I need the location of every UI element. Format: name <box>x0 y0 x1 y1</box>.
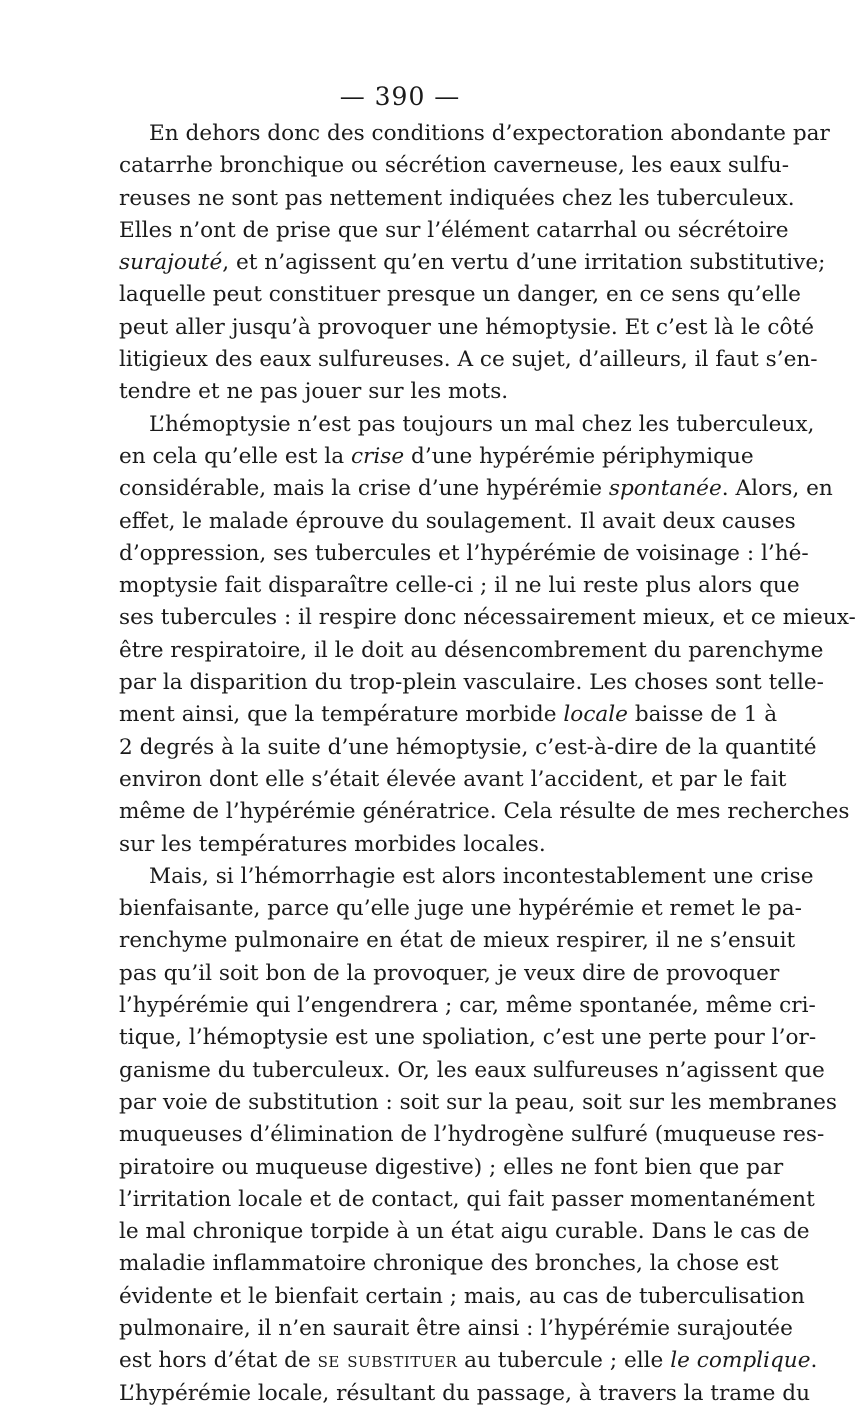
text-run: en cela qu’elle est la <box>119 443 351 469</box>
text-run: piratoire ou muqueuse digestive) ; elles ne font bien que par <box>119 1154 784 1180</box>
text-run: baisse de 1 à <box>627 702 778 728</box>
text-run: ses tubercules : il respire donc nécessairement mieux, et ce mieux- <box>119 605 856 631</box>
text-line <box>119 279 801 311</box>
text-line <box>119 376 681 408</box>
text-line <box>119 1345 818 1377</box>
text-line <box>119 829 681 861</box>
text-line <box>119 1055 825 1087</box>
text-line <box>119 473 833 505</box>
text-run: peut aller jusqu’à provoquer une hémoptysie. Et c’est là le côté <box>119 314 814 340</box>
text-run: L’hémoptysie n’est pas toujours un mal chez les tuberculeux, <box>149 411 815 437</box>
text-run: litigieux des eaux sulfureuses. A ce sujet, d’ailleurs, il faut s’en- <box>119 347 818 373</box>
text-line <box>119 118 830 150</box>
text-run: L’hypérémie locale, résultant du passage, à travers la trame du <box>119 1380 811 1406</box>
text-line <box>119 699 778 731</box>
text-line <box>119 958 780 990</box>
text-line <box>119 344 818 376</box>
text-run: Mais, si l’hémorrhagie est alors incontestablement une crise <box>149 863 814 889</box>
text-line <box>119 635 824 667</box>
text-run: tendre et ne pas jouer sur les mots. <box>119 379 509 405</box>
text-run: d’oppression, ses tubercules et l’hypérémie de voisinage : l’hé- <box>119 540 809 566</box>
text-run: catarrhe bronchique ou sécrétion caverneuse, les eaux sulfu- <box>119 153 790 179</box>
text-run: même de l’hypérémie génératrice. Cela résulte de mes recherches <box>119 799 850 825</box>
text-run: par la disparition du trop-plein vasculaire. Les choses sont telle- <box>119 670 824 696</box>
text-run: muqueuses d’élimination de l’hydrogène sulfuré (muqueuse res- <box>119 1122 825 1148</box>
text-run: est hors d’état de <box>119 1348 318 1374</box>
text-run: . <box>810 1348 818 1374</box>
text-line <box>119 732 817 764</box>
paragraph <box>119 118 830 409</box>
text-line <box>119 1313 793 1345</box>
text-line <box>119 1022 817 1054</box>
text-line <box>119 861 814 893</box>
text-line <box>119 570 800 602</box>
text-run: 2 degrés à la suite d’une hémoptysie, c’est-à-dire de la quantité <box>119 734 817 760</box>
text-line <box>119 215 789 247</box>
text-run: laquelle peut constituer presque un danger, en ce sens qu’elle <box>119 282 801 308</box>
text-run: bienfaisante, parce qu’elle juge une hypérémie et remet le pa- <box>119 896 802 922</box>
text-run: être respiratoire, il le doit au désencombrement du parenchyme <box>119 637 824 663</box>
text-line <box>119 1216 810 1248</box>
text-run: évidente et le bienfait certain ; mais, au cas de tuberculisation <box>119 1283 805 1309</box>
text-run: ment ainsi, que la température morbide <box>119 702 564 728</box>
text-run: sur les températures morbides locales. <box>119 831 546 857</box>
text-run: pulmonaire, il n’en saurait être ainsi : l’hypérémie surajoutée <box>119 1315 793 1341</box>
text-run: le mal chronique torpide à un état aigu curable. Dans le cas de <box>119 1219 810 1245</box>
text-line <box>119 538 809 570</box>
text-run: l’hypérémie qui l’engendrera ; car, même spontanée, même cri- <box>119 993 816 1019</box>
text-line <box>119 1087 837 1119</box>
text-run: maladie inflammatoire chronique des bronches, la chose est <box>119 1251 779 1277</box>
text-line <box>119 990 816 1022</box>
text-run: , et n’agissent qu’en vertu d’une irritation substitutive; <box>222 250 826 276</box>
text-run: . Alors, en <box>721 476 833 502</box>
paragraph <box>119 861 837 1410</box>
text-run: l’irritation locale et de contact, qui fait passer momentanément <box>119 1186 815 1212</box>
text-line <box>119 925 796 957</box>
text-run: moptysie fait disparaître celle-ci ; il ne lui reste plus alors que <box>119 573 800 599</box>
text-line <box>119 1184 815 1216</box>
page-number: — 390 — <box>339 82 461 111</box>
text-line <box>119 1152 784 1184</box>
text-line <box>119 1248 779 1280</box>
text-line <box>119 506 796 538</box>
text-run: tique, l’hémoptysie est une spoliation, c’est une perte pour l’or- <box>119 1025 817 1051</box>
text-line <box>119 1281 805 1313</box>
text-run: au tubercule ; elle <box>457 1348 671 1374</box>
text-line <box>119 1378 811 1410</box>
text-line <box>119 183 795 215</box>
text-line <box>119 796 850 828</box>
text-run: ganisme du tuberculeux. Or, les eaux sulfureuses n’agissent que <box>119 1057 825 1083</box>
text-line <box>119 602 856 634</box>
italic-run: locale <box>563 702 628 728</box>
italic-run: surajouté <box>119 250 223 276</box>
text-run: effet, le malade éprouve du soulagement. Il avait deux causes <box>119 508 796 534</box>
text-run: Elles n’ont de prise que sur l’élément catarrhal ou sécrétoire <box>119 217 789 243</box>
text-line <box>119 441 754 473</box>
text-line <box>119 667 824 699</box>
text-run: d’une hypérémie périphymique <box>404 443 754 469</box>
italic-run: spontanée <box>608 476 722 502</box>
text-run: En dehors donc des conditions d’expectoration abondante par <box>149 121 830 146</box>
text-line <box>119 150 790 182</box>
text-run: considérable, mais la crise d’une hypérémie <box>119 476 609 502</box>
text-run: pas qu’il soit bon de la provoquer, je veux dire de provoquer <box>119 960 780 986</box>
text-run: reuses ne sont pas nettement indiquées chez les tuberculeux. <box>119 185 795 211</box>
italic-run: crise <box>350 443 405 469</box>
text-line <box>119 312 814 344</box>
text-line <box>119 893 802 925</box>
text-line <box>119 247 826 279</box>
text-run: environ dont elle s’était élevée avant l’accident, et par le fait <box>119 766 787 792</box>
italic-run: le complique <box>670 1348 811 1374</box>
text-line <box>119 764 787 796</box>
paragraph <box>119 409 856 861</box>
text-line <box>119 1119 825 1151</box>
text-run: par voie de substitution : soit sur la peau, soit sur les membranes <box>119 1089 837 1115</box>
text-line <box>119 409 815 441</box>
text-run: renchyme pulmonaire en état de mieux respirer, il ne s’ensuit <box>119 928 796 954</box>
smallcaps-run: se substituer <box>317 1348 458 1374</box>
body-text <box>119 118 856 1410</box>
